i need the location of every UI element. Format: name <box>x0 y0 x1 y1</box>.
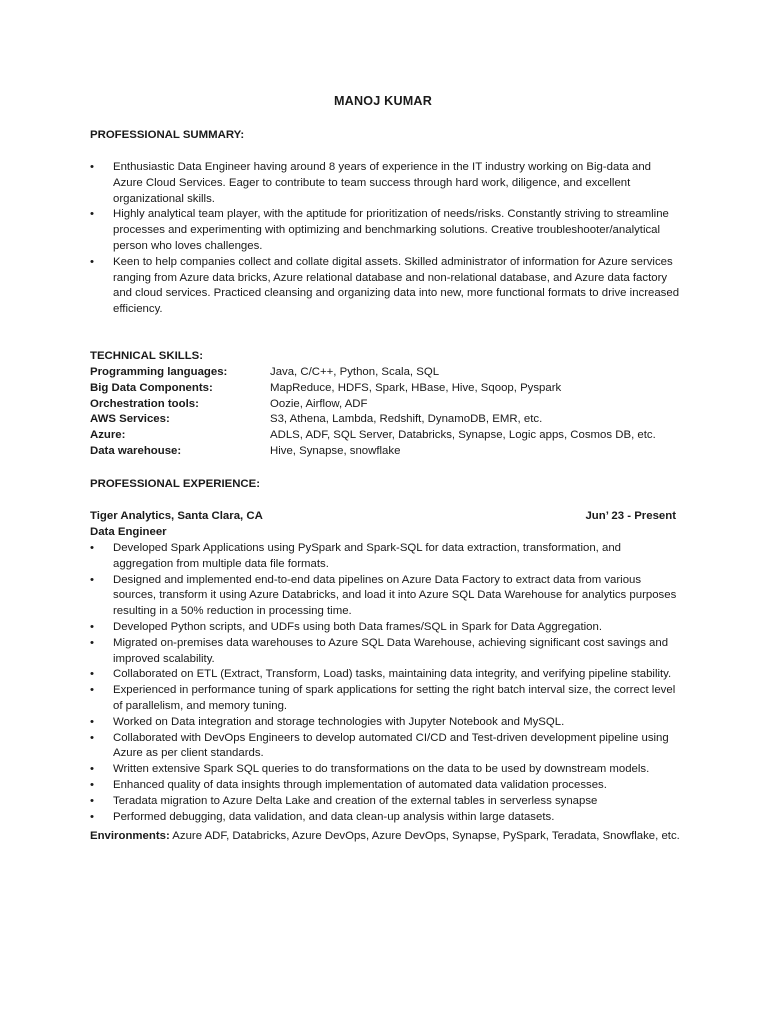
skill-key: Orchestration tools: <box>90 397 199 410</box>
job-header <box>90 509 676 525</box>
skill-key: Big Data Components: <box>90 381 213 394</box>
experience-item: • Teradata migration to Azure Delta Lake and creation of the external tables in serverless synapse <box>90 794 680 810</box>
environments-line <box>90 829 680 845</box>
experience-item: • Worked on Data integration and storage technologies with Jupyter Notebook and MySQL. <box>90 715 680 731</box>
skill-value: S3, Athena, Lambda, Redshift, DynamoDB, EMR, etc. <box>270 413 543 426</box>
experience-heading: PROFESSIONAL EXPERIENCE: <box>90 478 261 490</box>
experience-item: • Designed and implemented end-to-end data pipelines on Azure Data Factory to extract data from various sources, transform it using Azure Databricks, and load it into Azure SQL Data Warehouse for analytics purposes resulting in a 50% reduction in processing time. <box>90 573 680 620</box>
skill-row <box>90 428 680 444</box>
skill-value: ADLS, ADF, SQL Server, Databricks, Synapse, Logic apps, Cosmos DB, etc. <box>270 429 656 442</box>
skill-value: Hive, Synapse, snowflake <box>270 444 401 457</box>
skill-row <box>90 381 680 397</box>
experience-item: • Performed debugging, data validation, and data clean-up analysis within large datasets. <box>90 810 680 826</box>
experience-item: • Developed Spark Applications using PySpark and Spark-SQL for data extraction, transformation, and aggregation from multiple data file formats. <box>90 541 680 573</box>
summary-list <box>90 160 680 318</box>
summary-item: • Enthusiastic Data Engineer having around 8 years of experience in the IT industry working on Big-data and Azure Cloud Services. Eager to contribute to team success through hard work, diligence, and excellent organizational skills. <box>90 160 680 207</box>
skill-value: MapReduce, HDFS, Spark, HBase, Hive, Sqoop, Pyspark <box>270 381 562 394</box>
experience-item: • Developed Python scripts, and UDFs using both Data frames/SQL in Spark for Data Aggregation. <box>90 620 680 636</box>
skill-key: Data warehouse: <box>90 444 182 457</box>
job-title: Data Engineer <box>90 526 167 538</box>
experience-item: • Migrated on-premises data warehouses to Azure SQL Data Warehouse, achieving significant cost savings and improved scalability. <box>90 636 680 668</box>
candidate-name: MANOJ KUMAR <box>333 94 433 108</box>
experience-list <box>90 541 680 825</box>
skill-row <box>90 444 680 460</box>
experience-item: • Written extensive Spark SQL queries to do transformations on the data to be used by downstream models. <box>90 762 680 778</box>
skill-key: Programming languages: <box>90 366 228 378</box>
skill-value: Java, C/C++, Python, Scala, SQL <box>270 366 440 378</box>
environments-label: Environments: <box>90 830 170 842</box>
skills-table <box>90 365 680 460</box>
skill-row <box>90 365 680 381</box>
experience-item: • Experienced in performance tuning of spark applications for setting the right batch interval size, the correct level of parallelism, and memory tuning. <box>90 683 680 715</box>
environments-value: Azure ADF, Databricks, Azure DevOps, Azure DevOps, Synapse, PySpark, Teradata, Snowflake, etc. <box>169 830 680 842</box>
skill-value: Oozie, Airflow, ADF <box>270 397 368 410</box>
skill-key: AWS Services: <box>90 413 170 426</box>
job-dates: Jun’ 23 - Present <box>585 510 676 522</box>
skills-heading: TECHNICAL SKILLS: <box>90 350 204 362</box>
skill-row <box>90 412 680 428</box>
summary-item: • Highly analytical team player, with the aptitude for prioritization of needs/risks. Constantly striving to streamline processes and experimenting with optimizing and benchmarking solutions. Creative troubleshooter/analytical person who loves challenges. <box>90 207 680 254</box>
experience-item: • Enhanced quality of data insights through implementation of automated data validation processes. <box>90 778 680 794</box>
experience-item: • Collaborated with DevOps Engineers to develop automated CI/CD and Test-driven development pipeline using Azure as per client standards. <box>90 731 680 763</box>
skill-key: Azure: <box>90 429 126 442</box>
job-company: Tiger Analytics, Santa Clara, CA <box>90 510 263 522</box>
skill-row <box>90 397 680 413</box>
summary-heading: PROFESSIONAL SUMMARY: <box>90 129 245 141</box>
summary-item: • Keen to help companies collect and collate digital assets. Skilled administrator of information for Azure services ranging from Azure data bricks, Azure relational database and non-relational database, and Azure data factory and cloud services. Practiced cleansing and organizing data into new, more functional formats to drive increased efficiency. <box>90 255 680 318</box>
experience-item: • Collaborated on ETL (Extract, Transform, Load) tasks, maintaining data integrity, and verifying pipeline stability. <box>90 667 680 683</box>
